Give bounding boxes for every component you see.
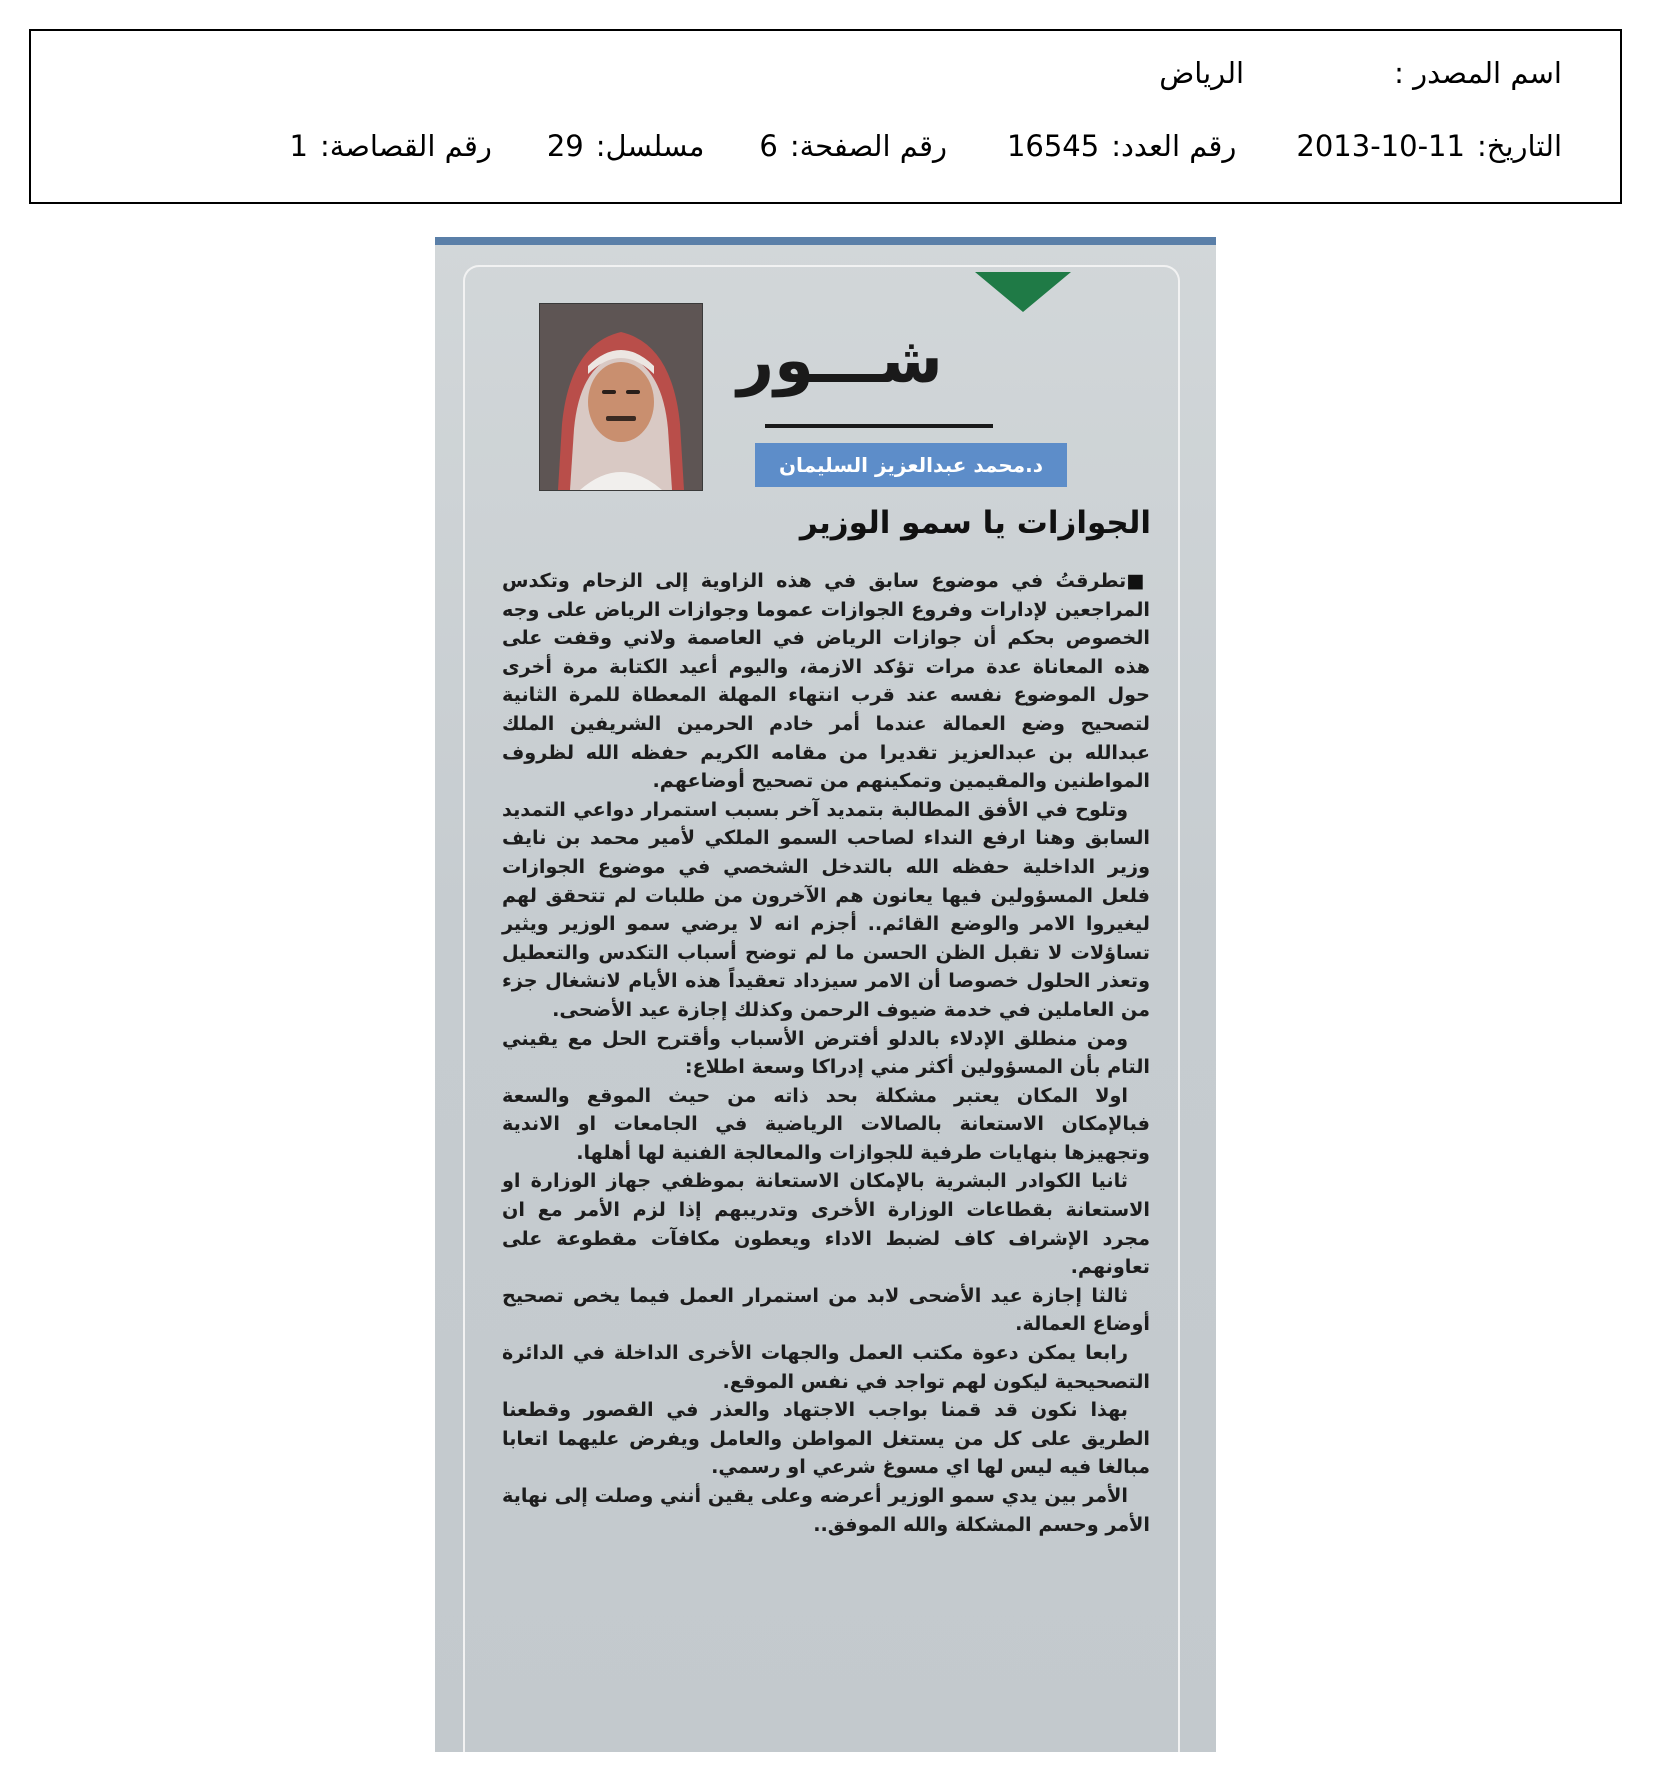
article-paragraph: وتلوح في الأفق المطالبة بتمديد آخر بسبب استمرار دواعي التمديد السابق وهنا ارفع النداء لصاحب السمو الملكي لأمير محمد بن نايف وزير الداخلية حفظه الله بالتدخل الشخصي في موضوع الجوازات فلعل المسؤولين فيها يعانون هم الآخرون من طلبات لم تتحقق لهم ليغيروا الامر والوضع القائم.. أجزم انه لا يرضي سمو الوزير ويثير تساؤلات لا تقبل الظن الحسن ما لم توضح أسباب التكدس والتعطيل وتعذر الحلول خصوصا أن الامر سيزداد تعقيداً هذه الأيام لانشغال جزء من العاملين في خدمة ضيوف الرحمن وكذلك إجازة عيد الأضحى.: [502, 797, 1150, 1021]
date-field: [1296, 129, 1562, 163]
source-field: [1394, 56, 1562, 90]
green-tab-icon: [975, 272, 1071, 312]
date-value: 2013-10-11: [1296, 129, 1465, 163]
issue-value: 16545: [1006, 129, 1100, 163]
source-value: الرياض: [1159, 56, 1245, 90]
serial-field: [547, 129, 705, 163]
meta-row: [290, 129, 1563, 163]
article-paragraph: [502, 567, 1150, 796]
article-paragraph: رابعا يمكن دعوة مكتب العمل والجهات الأخرى الداخلة في الدائرة التصحيحية ليكون لهم تواجد في نفس الموقع.: [502, 1341, 1150, 1393]
article-body: [502, 567, 1150, 1539]
article-paragraph: ثالثا إجازة عيد الأضحى لابد من استمرار العمل فيما يخص تصحيح أوضاع العمالة.: [502, 1283, 1150, 1336]
clip-field: [290, 129, 492, 163]
bullet-icon: ■: [1126, 569, 1150, 592]
source-label: اسم المصدر :: [1394, 56, 1562, 90]
serial-value: 29: [546, 129, 584, 163]
article-paragraph: اولا المكان يعتبر مشكلة بحد ذاته من حيث الموقع والسعة فبالإمكان الاستعانة بالصالات الرياضية في الجامعات او الاندية وتجهيزها بنهايات طرفية للجوازات والمعالجة الفنية لها أهلها.: [502, 1083, 1150, 1164]
page-field: [759, 129, 947, 163]
article-headline: الجوازات يا سمو الوزير: [799, 505, 1151, 541]
serial-label: مسلسل:: [595, 129, 705, 163]
author-name: د.محمد عبدالعزيز السليمان: [755, 443, 1067, 487]
author-portrait-icon: [540, 304, 702, 490]
clip-label: رقم القصاصة:: [319, 129, 492, 163]
issue-label: رقم العدد:: [1111, 129, 1237, 163]
article-paragraph: ومن منطلق الإدلاء بالدلو أفترض الأسباب وأقترح الحل مع يقيني التام بأن المسؤولين أكثر مني إدراكا وسعة اطلاع:: [502, 1026, 1150, 1079]
source-value-field: [1159, 56, 1244, 90]
source-info-box: [29, 29, 1622, 204]
source-row: [1159, 56, 1562, 90]
issue-field: [1007, 129, 1236, 163]
page-label: رقم الصفحة:: [789, 129, 947, 163]
article-paragraph: ثانيا الكوادر البشرية بالإمكان الاستعانة بموظفي جهاز الوزارة او الاستعانة بقطاعات الوزارة الأخرى وتدريبهم إذا لزم الأمر مع ان مجرد الإشراف كاف لضبط الاداء ويعطون مكافآت مقطوعة على تعاونهم.: [502, 1169, 1150, 1279]
page-value: 6: [759, 129, 778, 163]
clipping-top-bar: [435, 237, 1216, 245]
paragraph-text: تطرقتُ في موضوع سابق في هذه الزاوية إلى الزحام وتكدس المراجعين لإدارات وفروع الجوازات عموما وجوازات الرياض على وجه الخصوص بحكم أن جوازات الرياض في العاصمة ولاني وقفت على هذه المعاناة عدة مرات تؤكد الازمة، واليوم أعيد الكتابة مرة أخرى حول الموضوع نفسه عند قرب انتهاء المهلة المعطاة للمرة الثانية لتصحيح وضع العمالة عندما أمر خادم الحرمين الشريفين الملك عبدالله بن عبدالعزيز تقديرا من مقامه الكريم حفظه الله لظروف المواطنين والمقيمين وتمكينهم من تصحيح أوضاعهم.: [502, 569, 1150, 793]
column-name-rule: [765, 424, 993, 428]
clip-value: 1: [289, 129, 308, 163]
article-paragraph: الأمر بين يدي سمو الوزير أعرضه وعلى يقين أنني وصلت إلى نهاية الأمر وحسم المشكلة والله الموفق..: [502, 1484, 1150, 1536]
article-paragraph: بهذا نكون قد قمنا بواجب الاجتهاد والعذر في القصور وقطعنا الطريق على كل من يستغل المواطن والعامل ويفرض عليهما اتعابا مبالغا فيه ليس لها اي مسوغ شرعي او رسمي.: [502, 1398, 1150, 1479]
date-label: التاريخ:: [1476, 129, 1562, 163]
newspaper-clipping: [435, 237, 1216, 1752]
column-name: شـــور: [737, 324, 943, 398]
author-photo: [539, 303, 703, 491]
